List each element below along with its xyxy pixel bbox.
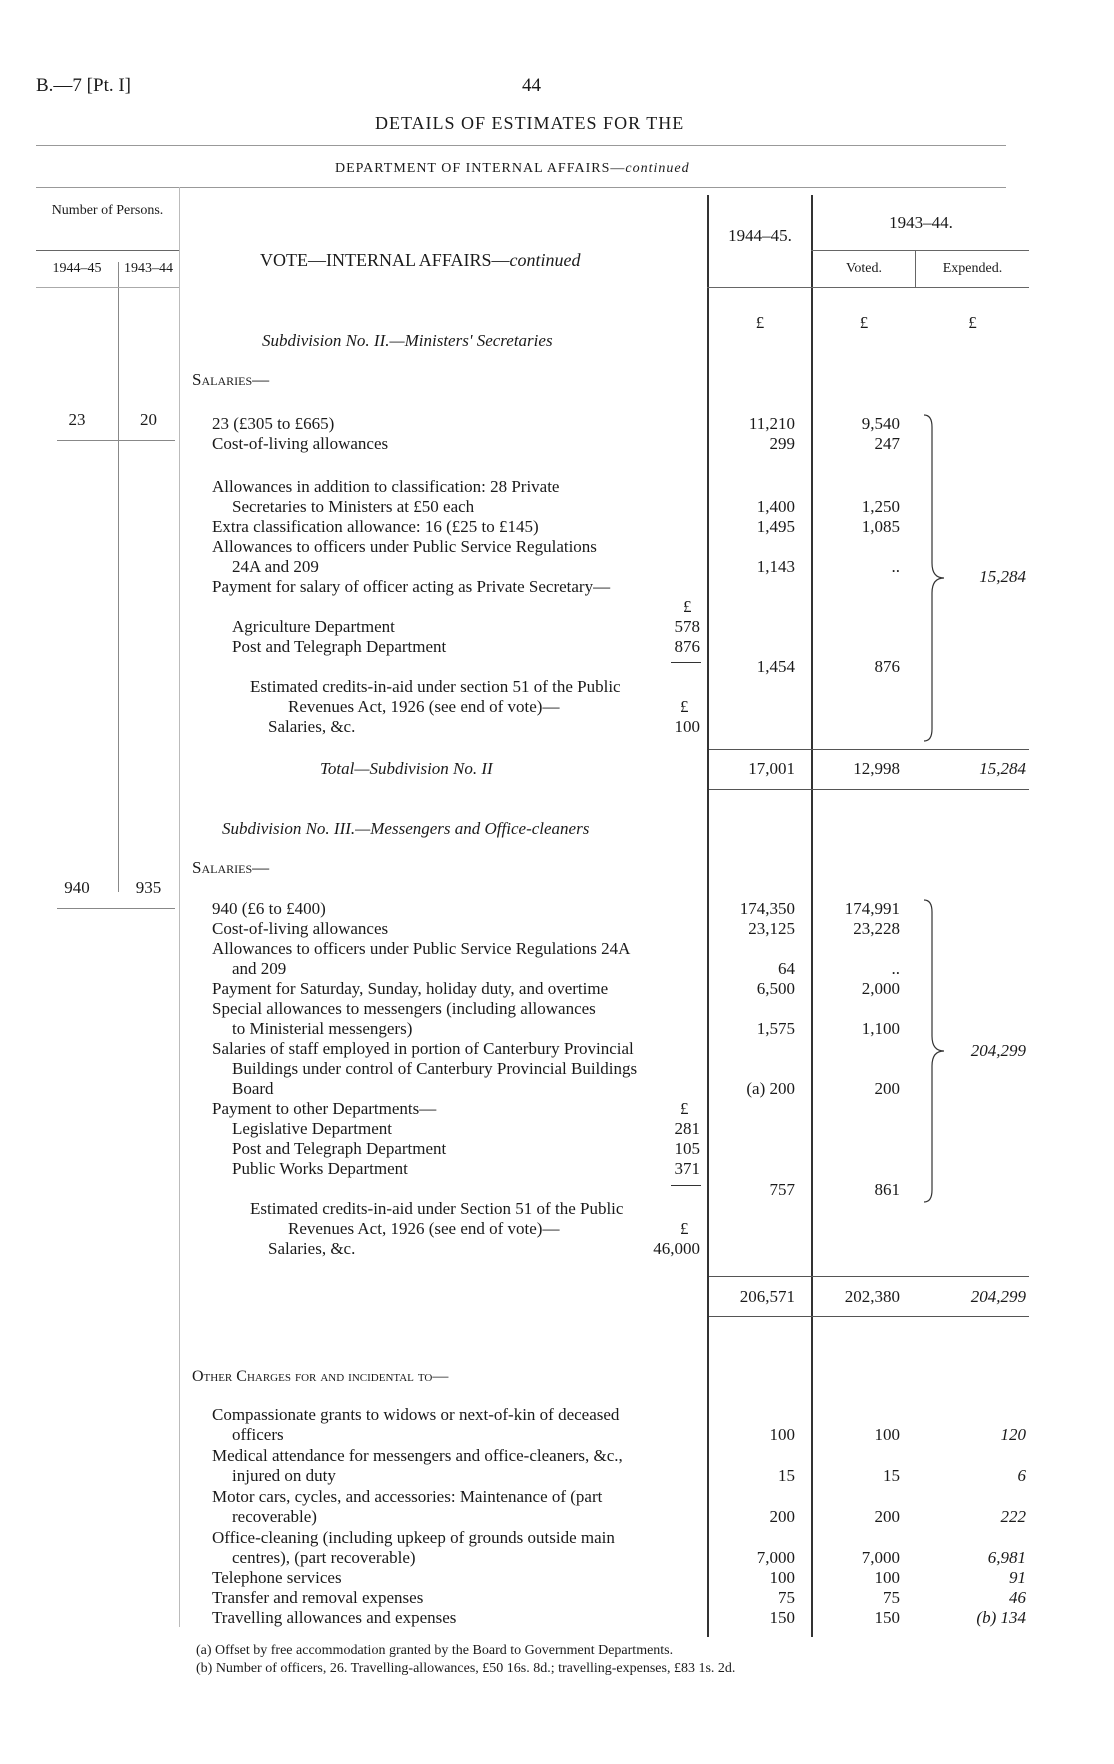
payment-amount: 876 bbox=[674, 637, 700, 656]
amount-voted: 7,000 bbox=[861, 1548, 900, 1567]
page-title: DETAILS OF ESTIMATES FOR THE bbox=[375, 113, 685, 133]
line-item-label: Motor cars, cycles, and accessories: Maintenance of (part bbox=[212, 1487, 603, 1506]
credits-label: Salaries, &c. bbox=[268, 717, 356, 736]
amount-expended: 222 bbox=[1000, 1507, 1026, 1526]
column-rule bbox=[118, 262, 119, 892]
amount-1944: 64 bbox=[778, 959, 795, 978]
line-item-label: Cost-of-living allowances bbox=[212, 434, 389, 453]
line-item-label: Board bbox=[232, 1079, 274, 1098]
amount-1944: (a) 200 bbox=[746, 1079, 795, 1098]
line-item-label: recoverable) bbox=[232, 1507, 317, 1526]
amount-expended: 120 bbox=[1000, 1425, 1026, 1444]
payment-department-label: Agriculture Department bbox=[232, 617, 395, 636]
line-item-label: Extra classification allowance: 16 (£25 to £145) bbox=[212, 517, 539, 536]
line-item-label: Allowances to officers under Public Service Regulations 24A bbox=[212, 939, 631, 958]
amount-expended: 6 bbox=[1017, 1466, 1026, 1485]
amount-voted: 9,540 bbox=[861, 414, 900, 433]
amount-voted: 2,000 bbox=[861, 979, 900, 998]
line-item-label: Secretaries to Ministers at £50 each bbox=[232, 497, 475, 516]
payment-amount: 371 bbox=[674, 1159, 700, 1178]
payment-amount: 105 bbox=[674, 1139, 700, 1158]
amount-voted: .. bbox=[891, 557, 900, 576]
amount-1944: 6,500 bbox=[756, 979, 795, 998]
amount-voted: 100 bbox=[874, 1568, 900, 1587]
pound-sign: £ bbox=[680, 1099, 689, 1118]
header-rule bbox=[707, 287, 1029, 288]
line-item-label: Payment for salary of officer acting as Private Secretary— bbox=[212, 577, 611, 596]
line-item-label: Allowances to officers under Public Service Regulations bbox=[212, 537, 597, 556]
credits-note: Estimated credits-in-aid under Section 51 of the Public bbox=[250, 1199, 624, 1218]
voted-header: Voted. bbox=[846, 261, 882, 276]
number-of-persons-header: Number of Persons. bbox=[51, 203, 164, 218]
total-rule bbox=[709, 749, 1029, 750]
total-voted: 12,998 bbox=[853, 759, 900, 778]
subdivision-3-heading: Subdivision No. III.—Messengers and Office-cleaners bbox=[222, 819, 590, 838]
amount-voted: 247 bbox=[874, 434, 900, 453]
brace-expended-total: 15,284 bbox=[979, 567, 1026, 586]
amount-voted: 1,100 bbox=[861, 1019, 900, 1038]
payment-amount: 281 bbox=[674, 1119, 700, 1138]
amount-voted: 75 bbox=[883, 1588, 900, 1607]
pound-sign: £ bbox=[968, 313, 977, 332]
amount-1944: 7,000 bbox=[756, 1548, 795, 1567]
amount-voted: 861 bbox=[874, 1180, 900, 1199]
total-rule bbox=[709, 1276, 1029, 1277]
amount-1944: 15 bbox=[778, 1466, 795, 1485]
payment-department-label: Public Works Department bbox=[232, 1159, 408, 1178]
pound-sign: £ bbox=[683, 597, 692, 616]
total-voted: 202,380 bbox=[844, 1287, 900, 1306]
column-rule bbox=[179, 187, 180, 1627]
line-item-label: Cost-of-living allowances bbox=[212, 919, 389, 938]
department-subtitle-continued: continued bbox=[625, 161, 690, 176]
line-item-label: injured on duty bbox=[232, 1466, 336, 1485]
line-item-label: Medical attendance for messengers and office-cleaners, &c., bbox=[212, 1446, 623, 1465]
payment-department-label: Post and Telegraph Department bbox=[232, 637, 447, 656]
credits-amount: 46,000 bbox=[653, 1239, 700, 1258]
other-charges-heading: Other Charges for and incidental to— bbox=[192, 1368, 449, 1385]
pound-sign: £ bbox=[859, 313, 869, 332]
pound-sign: £ bbox=[680, 1219, 689, 1238]
amount-1944: 1,400 bbox=[756, 497, 795, 516]
amount-1944: 1,143 bbox=[756, 557, 795, 576]
amount-voted: 1,250 bbox=[861, 497, 900, 516]
footnote-a: (a) Offset by free accommodation granted by the Board to Government Departments. bbox=[196, 1643, 674, 1658]
vote-heading bbox=[260, 250, 581, 270]
page-reference: B.—7 [Pt. I] bbox=[36, 75, 131, 96]
amount-1944: 100 bbox=[769, 1568, 795, 1587]
amount-voted: 174,991 bbox=[844, 899, 900, 918]
amount-expended: 91 bbox=[1009, 1568, 1026, 1587]
line-item-label: Transfer and removal expenses bbox=[212, 1588, 424, 1607]
amount-1944: 11,210 bbox=[748, 414, 795, 433]
header-rule bbox=[36, 250, 179, 251]
salaries-label: Salaries— bbox=[192, 858, 270, 877]
payment-department-label: Post and Telegraph Department bbox=[232, 1139, 447, 1158]
header-rule bbox=[36, 287, 179, 288]
amount-1944: 1,575 bbox=[756, 1019, 795, 1038]
amount-voted: 100 bbox=[874, 1425, 900, 1444]
amount-1944: 150 bbox=[769, 1608, 795, 1627]
amount-1944: 1,454 bbox=[756, 657, 795, 676]
payment-department-label: Legislative Department bbox=[232, 1119, 393, 1138]
amount-voted: 15 bbox=[883, 1466, 900, 1485]
year-1944-header: 1944–45. bbox=[728, 226, 792, 245]
page-number: 44 bbox=[522, 75, 541, 96]
credits-note: Revenues Act, 1926 (see end of vote)— bbox=[288, 1219, 560, 1238]
credits-note: Revenues Act, 1926 (see end of vote)— bbox=[288, 697, 560, 716]
amount-voted: 150 bbox=[874, 1608, 900, 1627]
subdivision-2-heading: Subdivision No. II.—Ministers' Secretaries bbox=[262, 331, 553, 350]
amount-1944: 299 bbox=[769, 434, 795, 453]
credits-label: Salaries, &c. bbox=[268, 1239, 356, 1258]
total-1944: 206,571 bbox=[739, 1287, 795, 1306]
credits-amount: 100 bbox=[674, 717, 700, 736]
line-item-label: to Ministerial messengers) bbox=[232, 1019, 413, 1038]
footnote-b: (b) Number of officers, 26. Travelling-allowances, £50 16s. 8d.; travelling-expenses, £83 1s. 2d. bbox=[196, 1661, 736, 1676]
line-item-label: Travelling allowances and expenses bbox=[212, 1608, 457, 1627]
amount-1944: 23,125 bbox=[748, 919, 795, 938]
line-item-label: Payment to other Departments— bbox=[212, 1099, 437, 1118]
persons-count-1943: 935 bbox=[135, 878, 162, 897]
amount-1944: 200 bbox=[769, 1507, 795, 1526]
line-item-label: and 209 bbox=[232, 959, 287, 978]
vote-heading-main: VOTE—INTERNAL AFFAIRS— bbox=[260, 250, 510, 270]
line-item-label: 940 (£6 to £400) bbox=[212, 899, 326, 918]
line-item-label: 23 (£305 to £665) bbox=[212, 414, 335, 433]
persons-count-1944: 940 bbox=[64, 878, 90, 897]
amount-voted: 200 bbox=[874, 1507, 900, 1526]
line-item-label: Payment for Saturday, Sunday, holiday duty, and overtime bbox=[212, 979, 609, 998]
divider bbox=[57, 440, 175, 441]
line-item-label: Salaries of staff employed in portion of Canterbury Provincial bbox=[212, 1039, 634, 1058]
line-item-label: Telephone services bbox=[212, 1568, 342, 1587]
line-item-label: Special allowances to messengers (including allowances bbox=[212, 999, 596, 1018]
sum-rule bbox=[671, 662, 701, 663]
line-item-label: centres), (part recoverable) bbox=[232, 1548, 416, 1567]
amount-1944: 757 bbox=[769, 1180, 795, 1199]
amount-1944: 100 bbox=[769, 1425, 795, 1444]
amount-voted: 876 bbox=[874, 657, 900, 676]
header-rule bbox=[811, 250, 1029, 251]
divider bbox=[36, 145, 1006, 146]
line-item-label: officers bbox=[232, 1425, 284, 1444]
credits-note: Estimated credits-in-aid under section 51 of the Public bbox=[250, 677, 621, 696]
divider bbox=[57, 908, 175, 909]
vote-heading-continued: continued bbox=[509, 250, 581, 270]
total-rule bbox=[709, 1316, 1029, 1317]
amount-voted: 23,228 bbox=[853, 919, 900, 938]
persons-count-1943: 20 bbox=[140, 410, 157, 429]
department-subtitle-main: DEPARTMENT OF INTERNAL AFFAIRS— bbox=[335, 161, 626, 176]
persons-year-1944-header: 1944–45 bbox=[52, 261, 102, 276]
persons-count-1944: 23 bbox=[68, 410, 86, 429]
total-expended: 15,284 bbox=[979, 759, 1026, 778]
persons-year-1943-header: 1943–44 bbox=[124, 261, 173, 276]
line-item-label: Buildings under control of Canterbury Provincial Buildings bbox=[232, 1059, 638, 1078]
pound-sign: £ bbox=[755, 313, 765, 332]
brace-expended-total: 204,299 bbox=[970, 1041, 1026, 1060]
year-1943-header: 1943–44. bbox=[889, 213, 953, 232]
line-item-label: Allowances in addition to classification: 28 Private bbox=[212, 477, 560, 496]
department-subtitle bbox=[335, 159, 690, 179]
amount-1944: 1,495 bbox=[756, 517, 795, 536]
line-item-label: Office-cleaning (including upkeep of grounds outside main bbox=[212, 1528, 615, 1547]
total-rule bbox=[709, 789, 1029, 790]
amount-expended: 6,981 bbox=[987, 1548, 1026, 1567]
divider bbox=[36, 187, 1006, 188]
subdivision-2-total-label: Total—Subdivision No. II bbox=[320, 759, 493, 778]
amount-1944: 174,350 bbox=[739, 899, 795, 918]
salaries-label: Salaries— bbox=[192, 370, 270, 389]
amount-voted: 200 bbox=[874, 1079, 900, 1098]
amount-expended: 46 bbox=[1009, 1588, 1026, 1607]
expended-header: Expended. bbox=[942, 261, 1003, 276]
total-expended: 204,299 bbox=[970, 1287, 1026, 1306]
total-1944: 17,001 bbox=[748, 759, 795, 778]
amount-1944: 75 bbox=[778, 1588, 795, 1607]
amount-expended: (b) 134 bbox=[976, 1608, 1026, 1627]
line-item-label: 24A and 209 bbox=[232, 557, 319, 576]
amount-voted: .. bbox=[891, 959, 900, 978]
amount-voted: 1,085 bbox=[861, 517, 900, 536]
sum-rule bbox=[671, 1185, 701, 1186]
payment-amount: 578 bbox=[674, 617, 700, 636]
pound-sign: £ bbox=[680, 697, 689, 716]
line-item-label: Compassionate grants to widows or next-of-kin of deceased bbox=[212, 1405, 620, 1424]
